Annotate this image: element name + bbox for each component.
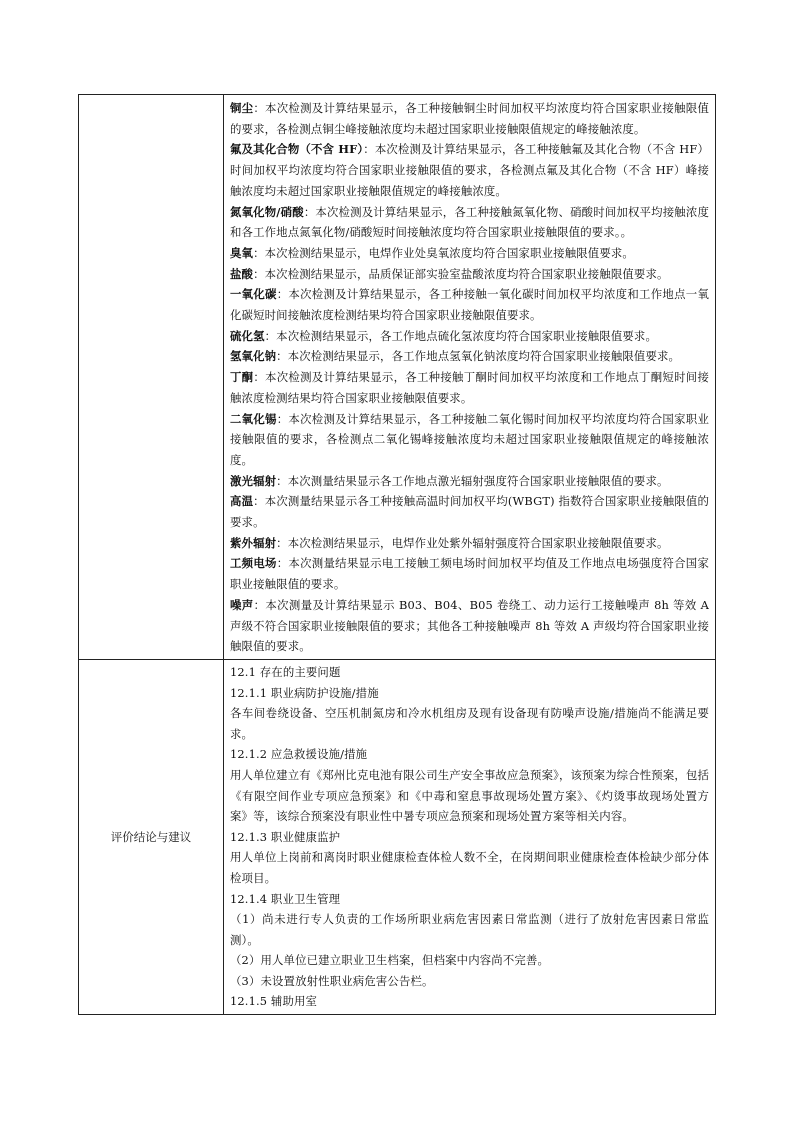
list-item: （2）用人单位已建立职业卫生档案，但档案中内容尚不完善。 xyxy=(230,953,549,968)
result-fluoride: 氟及其化合物（不含 HF）：本次检测及计算结果显示，各工种接触氟及其化合物（不含 HF）时间加权平均浓度均符合国家职业接触限值的要求，各检测点氟及其化合物（不含 HF）峰接触浓度均未超过国家职业接触限值规定的峰接触浓度。 xyxy=(230,142,709,198)
result-hydrochloric-acid: 盐酸：本次检测结果显示，品质保证部实验室盐酸浓度均符合国家职业接触限值要求。 xyxy=(230,266,669,281)
result-copper-dust: 铜尘：本次检测及计算结果显示，各工种接触铜尘时间加权平均浓度均符合国家职业接触限值的要求，各检测点铜尘峰接触浓度均未超过国家职业接触限值规定的峰接触浓度。 xyxy=(230,101,709,136)
subsection-heading: 12.1.3 职业健康监护 xyxy=(230,829,341,844)
result-hydrogen-sulfide: 硫化氢：本次检测结果显示，各工作地点硫化氢浓度均符合国家职业接触限值要求。 xyxy=(230,328,658,343)
evaluation-table xyxy=(78,94,716,1015)
conclusion-row xyxy=(79,659,716,1014)
subsection-heading: 12.1.1 职业病防护设施/措施 xyxy=(230,685,379,700)
list-item: （1）尚未进行专人负责的工作场所职业病危害因素日常监测（进行了放射危害因素日常监测）。 xyxy=(230,912,709,947)
result-sodium-hydroxide: 氢氧化钠：本次检测结果显示，各工作地点氢氧化钠浓度均符合国家职业接触限值要求。 xyxy=(230,349,681,364)
conclusion-body-cell xyxy=(224,659,716,1014)
result-carbon-monoxide: 一氧化碳：本次检测及计算结果显示，各工种接触一氧化碳时间加权平均浓度和工作地点一氧化碳短时间接触浓度检测结果均符合国家职业接触限值要求。 xyxy=(230,287,709,323)
subsection-heading: 12.1.4 职业卫生管理 xyxy=(230,891,341,906)
result-noise: 噪声：本次测量及计算结果显示 B03、B04、B05 卷绕工、动力运行工接触噪声 8h 等效 A 声级不符合国家职业接触限值的要求；其他各工种接触噪声 8h 等效 A 声级均符合国家职业接触限值的要求。 xyxy=(230,597,709,654)
result-power-frequency-field: 工频电场：本次测量结果显示电工接触工频电场时间加权平均值及工作地点电场强度符合国家职业接触限值的要求。 xyxy=(230,556,709,592)
conclusion-label: 评价结论与建议 xyxy=(79,659,224,1014)
subsection-heading: 12.1.2 应急救援设施/措施 xyxy=(230,747,368,762)
result-laser-radiation: 激光辐射：本次测量结果显示各工作地点激光辐射强度符合国家职业接触限值的要求。 xyxy=(230,473,669,488)
list-item: （3）未设置放射性职业病危害公告栏。 xyxy=(230,973,434,988)
result-tin-dioxide: 二氧化锡：本次检测及计算结果显示，各工种接触二氧化锡时间加权平均浓度均符合国家职业接触限值的要求，各检测点二氧化锡峰接触浓度均未超过国家职业接触限值规定的峰接触浓度。 xyxy=(230,411,709,467)
results-body-cell xyxy=(224,95,716,660)
section-heading: 12.1 存在的主要问题 xyxy=(230,664,341,679)
paragraph: 用人单位建立有《郑州比克电池有限公司生产安全事故应急预案》，该预案为综合性预案，包括《有限空间作业专项应急预案》和《中毒和窒息事故现场处置方案》、《灼烫事故现场处置方案》等，该综合预案没有职业性中暑专项应急预案和现场处置方案等相关内容。 xyxy=(230,767,710,824)
result-nitrogen-oxides: 氮氧化物/硝酸：本次检测及计算结果显示，各工种接触氮氧化物、硝酸时间加权平均接触浓度和各工作地点氮氧化物/硝酸短时间接触浓度均符合国家职业接触限值的要求。。 xyxy=(230,204,709,240)
paragraph: 用人单位上岗前和离岗时职业健康检查体检人数不全，在岗期间职业健康检查体检缺少部分体检项目。 xyxy=(230,850,709,885)
result-ozone: 臭氧：本次检测结果显示，电焊作业处臭氧浓度均符合国家职业接触限值要求。 xyxy=(230,245,634,260)
results-label-cell xyxy=(79,95,224,660)
paragraph: 各车间卷绕设备、空压机制氮房和冷水机组房及现有设备现有防噪声设施/措施尚不能满足要求。 xyxy=(230,706,709,741)
result-butanone: 丁酮：本次检测及计算结果显示，各工种接触丁酮时间加权平均浓度和工作地点丁酮短时间接触浓度检测结果均符合国家职业接触限值要求。 xyxy=(230,370,709,405)
results-row xyxy=(79,95,716,660)
subsection-heading: 12.1.5 辅助用室 xyxy=(230,994,318,1009)
result-ultraviolet-radiation: 紫外辐射：本次检测结果显示，电焊作业处紫外辐射强度符合国家职业接触限值要求。 xyxy=(230,535,669,550)
result-high-temperature: 高温：本次测量结果显示各工种接触高温时间加权平均(WBGT) 指数符合国家职业接触限值的要求。 xyxy=(230,494,710,530)
